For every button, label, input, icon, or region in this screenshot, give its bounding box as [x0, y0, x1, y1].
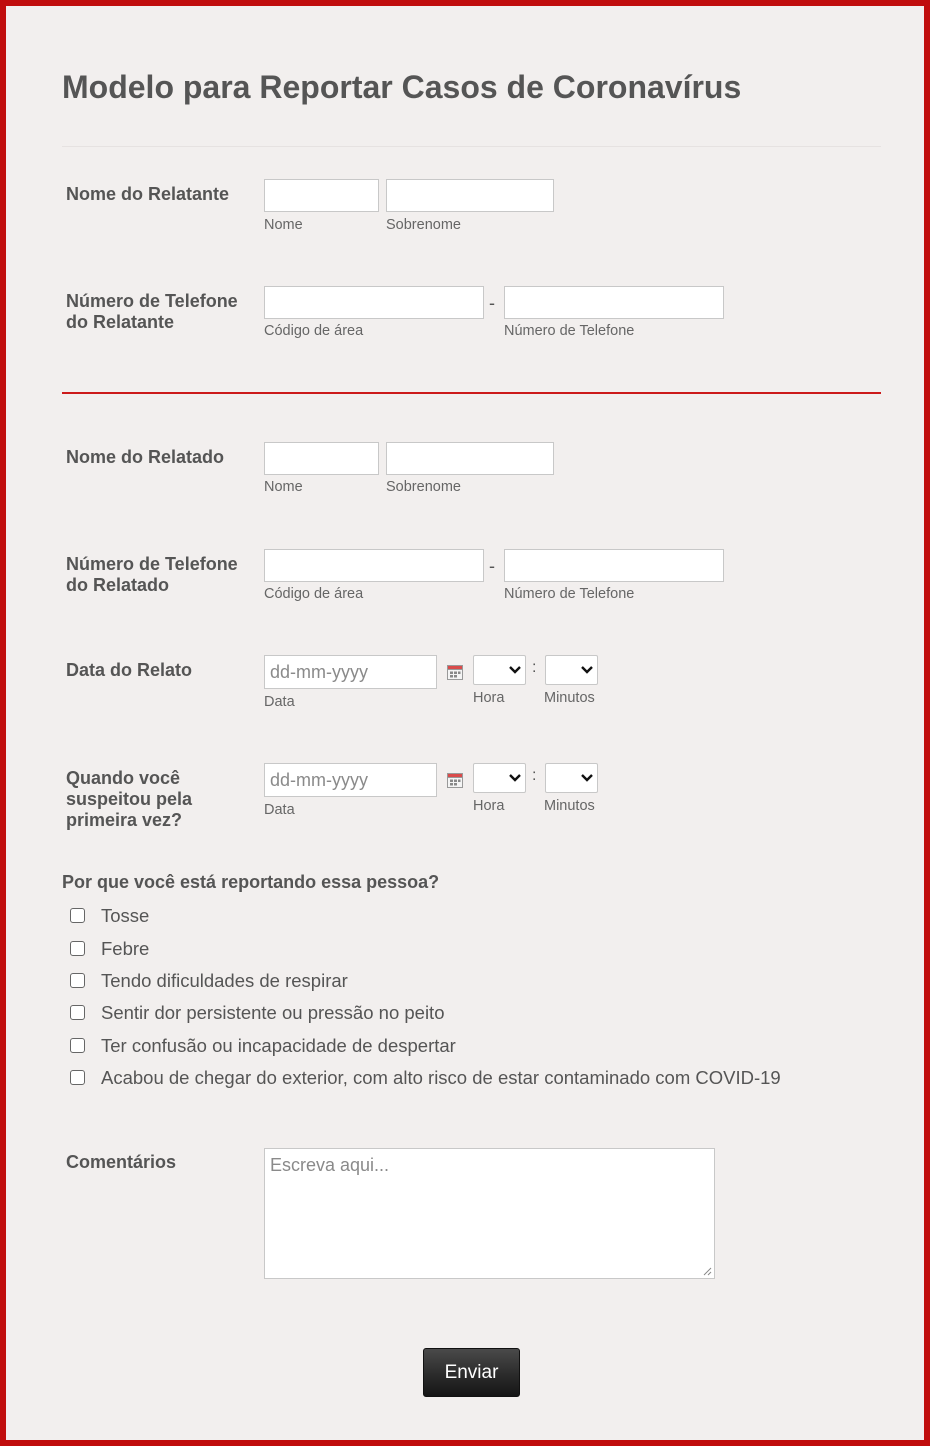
comments-label: Comentários [66, 1152, 177, 1172]
reported-area-code-input[interactable] [264, 549, 484, 582]
submit-button[interactable]: Enviar [423, 1348, 520, 1397]
reporter-name-label: Nome do Relatante [66, 184, 230, 204]
reason-label[interactable]: Ter confusão ou incapacidade de despertar [101, 1035, 456, 1056]
reported-phone-number-sublabel: Número de Telefone [504, 586, 635, 602]
suspect-hour-select[interactable] [473, 763, 526, 793]
reported-phone-label [66, 554, 256, 596]
reported-phone-number-input[interactable] [504, 549, 724, 582]
calendar-icon[interactable] [447, 664, 463, 680]
suspect-date-sublabel: Data [264, 802, 295, 818]
reported-first-name-input[interactable] [264, 442, 379, 475]
resize-handle-icon[interactable] [703, 1267, 712, 1276]
reporter-phone-label-line1: Número de Telefone [66, 291, 238, 311]
reported-last-name-sublabel: Sobrenome [386, 479, 461, 495]
reporter-first-name-sublabel: Nome [264, 217, 303, 233]
reason-label[interactable]: Sentir dor persistente ou pressão no peito [101, 1002, 445, 1023]
reporter-area-code-input[interactable] [264, 286, 484, 319]
suspect-date-label-line2: suspeitou pela [66, 789, 193, 809]
section-divider [62, 392, 881, 394]
reason-checkbox[interactable] [70, 1038, 85, 1053]
chevron-down-icon [581, 665, 593, 675]
reporter-phone-separator: - [489, 293, 495, 313]
reporter-last-name-input[interactable] [386, 179, 554, 212]
reported-phone-separator: - [489, 556, 495, 576]
reported-first-name-sublabel: Nome [264, 479, 303, 495]
suspect-time-colon: : [532, 767, 537, 784]
reason-checkbox[interactable] [70, 1070, 85, 1085]
report-date-input[interactable]: dd-mm-yyyy [264, 655, 437, 689]
reason-checkbox[interactable] [70, 941, 85, 956]
suspect-date-label-line1: Quando você [66, 768, 181, 788]
reporter-first-name-input[interactable] [264, 179, 379, 212]
suspect-hour-sublabel: Hora [473, 798, 505, 814]
reason-label[interactable]: Tendo dificuldades de respirar [101, 970, 348, 991]
reason-checkbox[interactable] [70, 1005, 85, 1020]
chevron-down-icon [509, 665, 521, 675]
suspect-minutes-select[interactable] [545, 763, 598, 793]
reason-checkbox[interactable] [70, 973, 85, 988]
reason-checkbox[interactable] [70, 908, 85, 923]
report-minutes-sublabel: Minutos [544, 690, 595, 706]
reported-last-name-input[interactable] [386, 442, 554, 475]
reporter-phone-number-input[interactable] [504, 286, 724, 319]
report-minutes-select[interactable] [545, 655, 598, 685]
suspect-date-label [66, 768, 256, 831]
reasons-question: Por que você está reportando essa pessoa? [62, 872, 440, 892]
reason-label[interactable]: Febre [101, 938, 150, 959]
comments-placeholder: Escreva aqui... [270, 1155, 390, 1175]
suspect-date-label-line3: primeira vez? [66, 810, 183, 830]
report-date-sublabel: Data [264, 694, 295, 710]
reason-label[interactable]: Tosse [101, 905, 150, 926]
chevron-down-icon [509, 773, 521, 783]
calendar-icon[interactable] [447, 772, 463, 788]
suspect-minutes-sublabel: Minutos [544, 798, 595, 814]
reporter-phone-label [66, 291, 256, 333]
reason-label[interactable]: Acabou de chegar do exterior, com alto risco de estar contaminado com COVID-19 [101, 1067, 781, 1088]
reported-phone-label-line1: Número de Telefone [66, 554, 238, 574]
reporter-phone-label-line2: do Relatante [66, 312, 175, 332]
reporter-phone-number-sublabel: Número de Telefone [504, 323, 635, 339]
chevron-down-icon [581, 773, 593, 783]
reported-area-code-sublabel: Código de área [264, 586, 364, 602]
form-title: Modelo para Reportar Casos de Coronavírus [62, 69, 742, 105]
reporter-last-name-sublabel: Sobrenome [386, 217, 461, 233]
report-date-label: Data do Relato [66, 660, 193, 680]
title-divider [62, 146, 881, 147]
comments-textarea[interactable] [264, 1148, 715, 1279]
reported-phone-label-line2: do Relatado [66, 575, 170, 595]
reporter-area-code-sublabel: Código de área [264, 323, 364, 339]
reported-name-label: Nome do Relatado [66, 447, 225, 467]
report-time-colon: : [532, 659, 537, 676]
suspect-date-input[interactable]: dd-mm-yyyy [264, 763, 437, 797]
report-hour-select[interactable] [473, 655, 526, 685]
report-hour-sublabel: Hora [473, 690, 505, 706]
